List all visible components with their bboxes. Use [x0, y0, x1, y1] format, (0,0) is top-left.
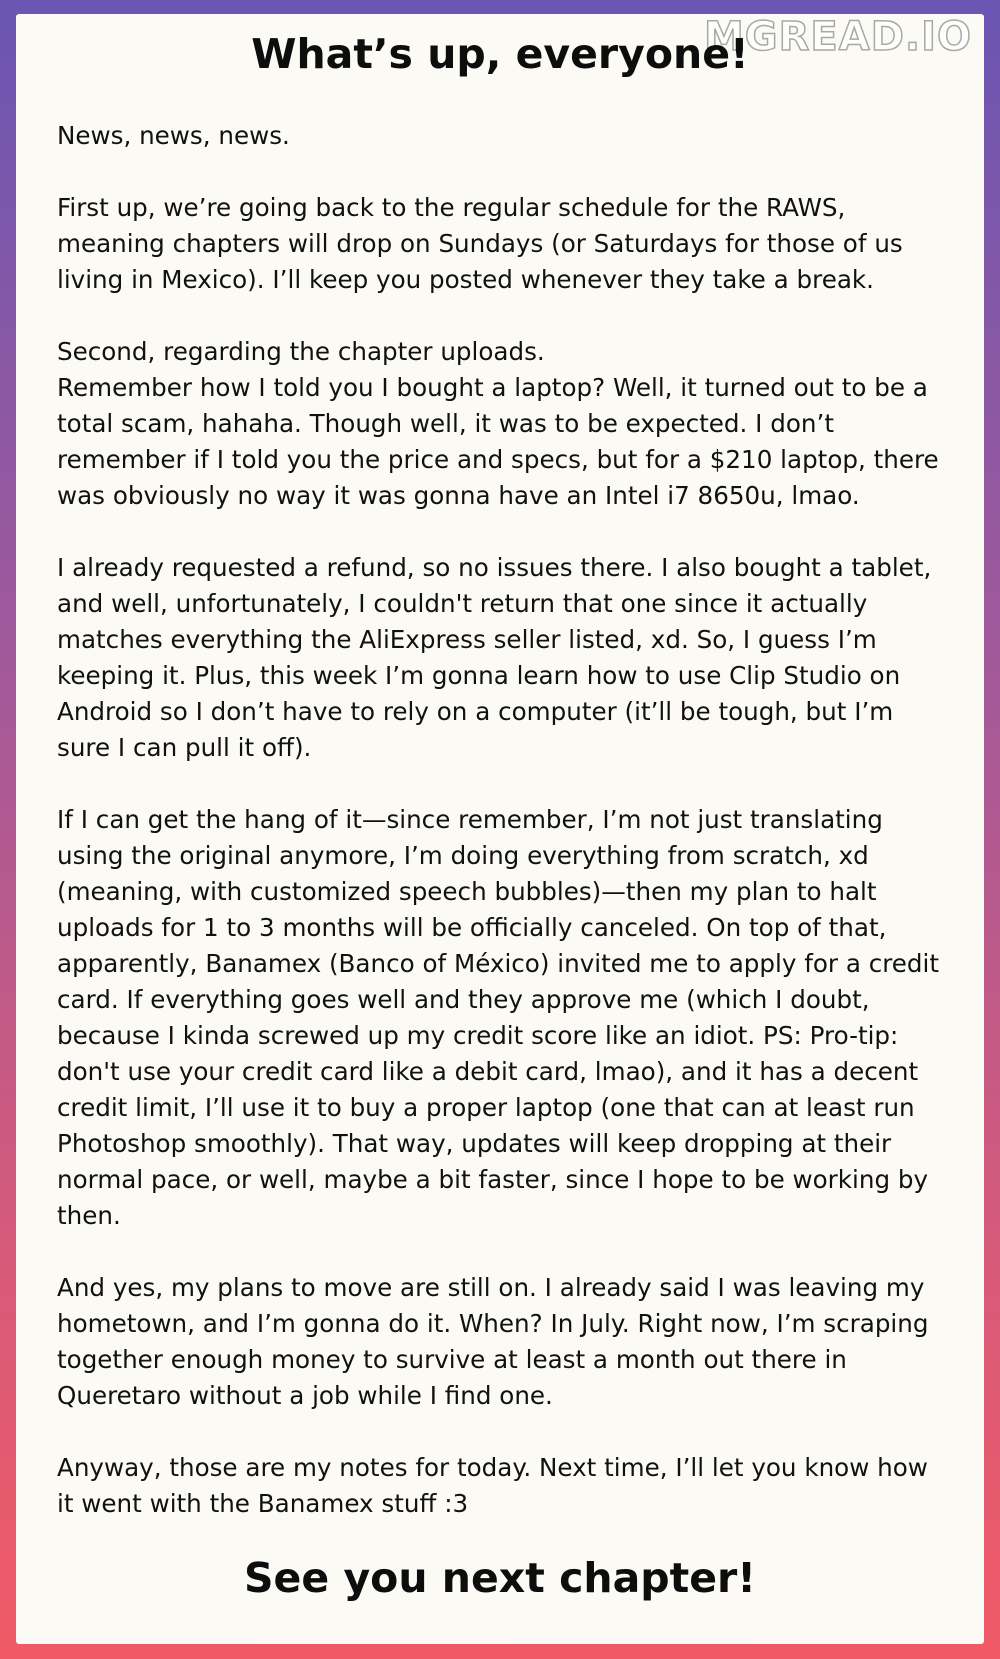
page-title: What’s up, everyone!	[251, 30, 749, 78]
note-card	[16, 14, 984, 1644]
watermark-logo: MGREAD.IO	[703, 14, 972, 60]
paragraph-refund: I already requested a refund, so no issues there. I also bought a tablet, and well, unfortunately, I couldn't return that one since it actually matches everything the AliExpress seller listed, xd. So, I guess I’m keeping it. Plus, this week I’m gonna learn how to use Clip Studio on Android so I don’t have to rely on a computer (it’ll be tough, but I’m sure I can pull it off).	[57, 553, 932, 762]
paragraph-laptop: Second, regarding the chapter uploads. Remember how I told you I bought a laptop? Well, it turned out to be a total scam, hahaha. Though well, it was to be expected. I don’t remember if I told you the price and specs, but for a $210 laptop, there was obviously no way it was gonna have an Intel i7 8650u, lmao.	[57, 337, 939, 510]
paragraph-moving: And yes, my plans to move are still on. I already said I was leaving my hometown, and I’m gonna do it. When? In July. Right now, I’m scraping together enough money to survive at least a month out there in Queretaro without a job while I find one.	[57, 1273, 929, 1410]
paragraph-outro: Anyway, those are my notes for today. Next time, I’ll let you know how it went with the Banamex stuff :3	[57, 1453, 928, 1518]
paragraph-intro: News, news, news.	[57, 121, 290, 150]
paragraph-schedule: First up, we’re going back to the regular schedule for the RAWS, meaning chapters will drop on Sundays (or Saturdays for those of us living in Mexico). I’ll keep you posted whenever they take a break.	[57, 193, 903, 294]
message-body	[57, 118, 969, 1522]
closing-line: See you next chapter!	[244, 1554, 756, 1602]
paragraph-plans: If I can get the hang of it—since remember, I’m not just translating using the original anymore, I’m doing everything from scratch, xd (meaning, with customized speech bubbles)—then my plan to halt uploads for 1 to 3 months will be officially canceled. On top of that, apparently, Banamex (Banco of México) invited me to apply for a credit card. If everything goes well and they approve me (which I doubt, because I kinda screwed up my credit score like an idiot. PS: Pro-tip: don't use your credit card like a debit card, lmao), and it has a decent credit limit, I’ll use it to buy a proper laptop (one that can at least run Photoshop smoothly). That way, updates will keep dropping at their normal pace, or well, maybe a bit faster, since I hope to be working by then.	[57, 805, 940, 1230]
